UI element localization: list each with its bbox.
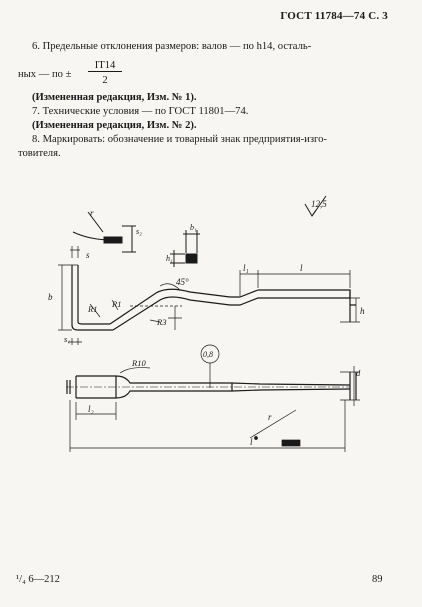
fraction-denominator: 2 <box>102 75 108 86</box>
fraction-numerator: IT14 <box>88 60 122 72</box>
label-r-lower: r <box>268 412 272 422</box>
detail-tip-section <box>73 208 142 252</box>
side-view <box>72 265 356 330</box>
standard-header: ГОСТ 11784—74 С. 3 <box>280 10 388 22</box>
label-b: b <box>48 292 53 302</box>
label-h: h <box>360 306 365 316</box>
label-b1: b₁ <box>190 223 197 232</box>
label-h1: h₁ <box>166 254 173 263</box>
label-l-lower: l <box>250 437 253 447</box>
amendment-note-2: (Измененная редакция, Изм. № 2). <box>32 120 197 131</box>
paragraph-7: 7. Технические условия — по ГОСТ 11801—74. <box>32 106 249 117</box>
label-angle-45: 45° <box>176 277 189 287</box>
amendment-note-1: (Измененная редакция, Изм. № 1). <box>32 92 197 103</box>
label-l2: l₂ <box>88 404 94 414</box>
plan-view <box>66 372 356 400</box>
paragraph-6-line-2: ных — по ± <box>18 69 72 80</box>
label-R1-a: R1 <box>88 304 98 314</box>
label-dia-0-8: 0,8 <box>203 350 213 359</box>
label-d: d <box>356 368 361 378</box>
label-r: r <box>90 208 94 218</box>
paragraph-8-line-2: товителя. <box>18 148 61 159</box>
label-l: l <box>300 263 303 273</box>
label-s1: s₁ <box>64 334 71 344</box>
page-number: 89 <box>372 574 383 585</box>
label-l1: l₁ <box>243 263 249 273</box>
paragraph-6-line-1: 6. Предельные отклонения размеров: валов — по h14, осталь- <box>32 41 312 52</box>
roughness-value: 12,5 <box>311 199 327 209</box>
label-s: s <box>86 250 90 260</box>
roughness-mark <box>305 196 327 216</box>
label-R1-b: R1 <box>112 299 122 309</box>
detail-cross-section <box>166 223 200 267</box>
label-s2: s₂ <box>136 227 142 236</box>
label-R3: R3 <box>157 317 167 327</box>
paragraph-8-line-1: 8. Маркировать: обозначение и товарный знак предприятия-изго- <box>32 134 327 145</box>
footer-print-mark: ¹/₄ 6—212 <box>16 574 60 585</box>
label-R10: R10 <box>132 358 146 368</box>
